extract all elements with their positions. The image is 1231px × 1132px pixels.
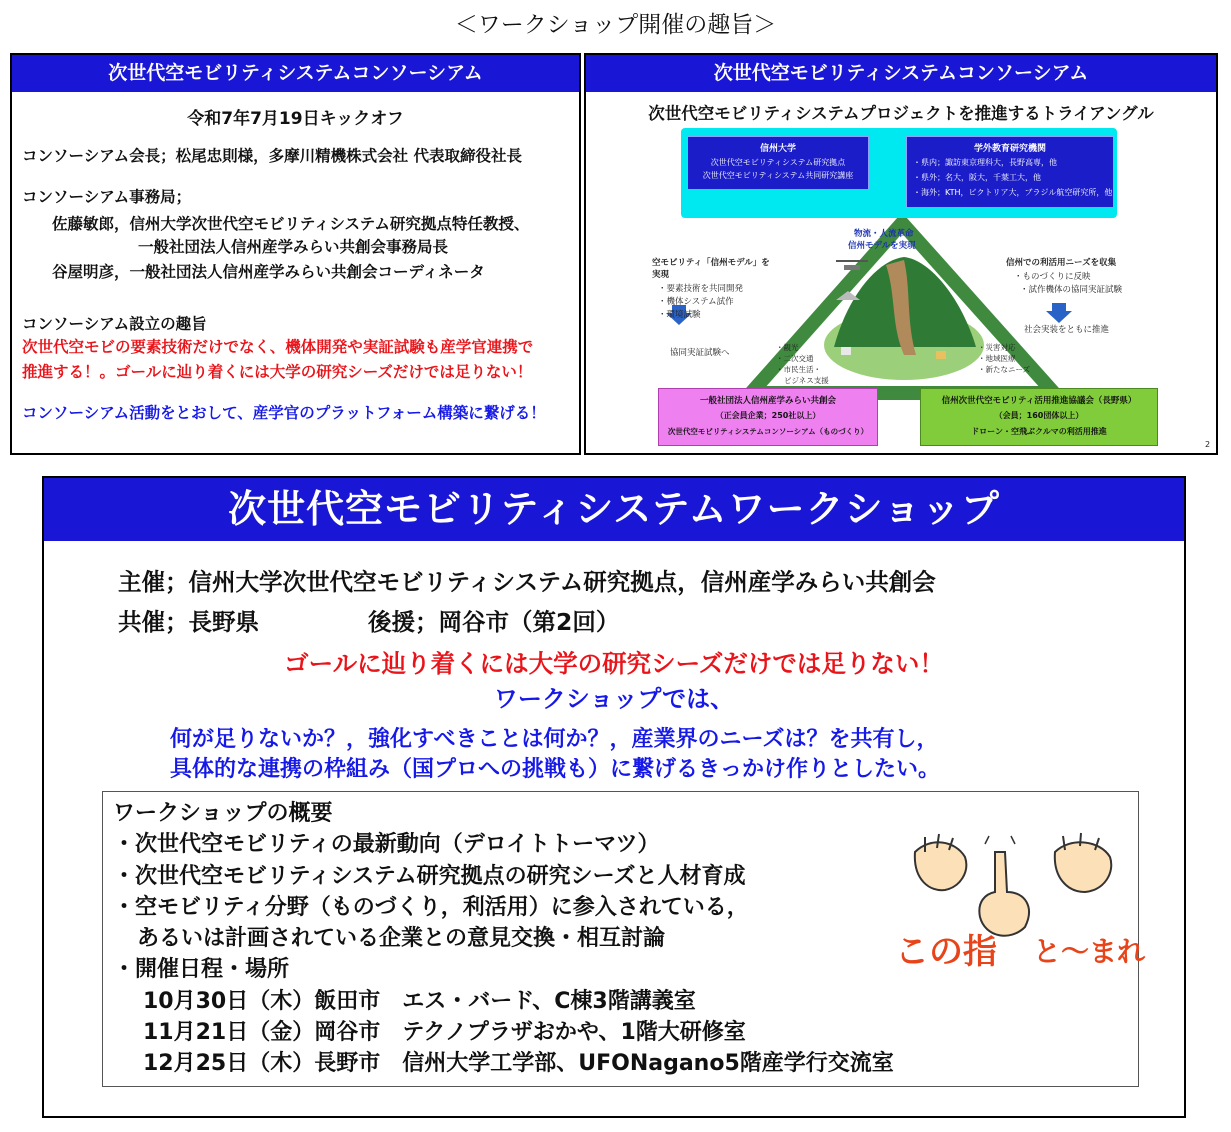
association-consortium: 次世代空モビリティシステムコンソーシアム（ものづくり）	[667, 427, 869, 436]
kickoff-date: 令和7年7月19日キックオフ	[187, 109, 404, 129]
center-label-1: 物流・人流革命	[854, 229, 914, 239]
secretariat-label: コンソーシアム事務局；	[22, 188, 192, 206]
association-members: （正会員企業；250社以上）	[715, 411, 821, 420]
association-title: 一般社団法人信州産学みらい共創会	[699, 396, 836, 406]
use-case-civic: ・市民生活・	[776, 365, 821, 374]
use-case-new-needs: ・新たなニーズ	[978, 365, 1031, 374]
consortium-info-header: 次世代空モビリティシステムコンソーシアム	[12, 55, 579, 92]
purpose-statement-1: 次世代空モビの要素技術だけでなく、機体開発や実証試験も産学官連携で	[22, 338, 534, 356]
left-note-1: 空モビリティ「信州モデル」を	[652, 258, 770, 268]
hand-icon	[915, 834, 966, 890]
support-line: 後援；岡谷市（第2回）	[368, 608, 620, 636]
shinshu-university-box	[687, 136, 869, 190]
secretariat-member-2: 谷屋明彦，一般社団法人信州産学みらい共創会コーディネータ	[52, 263, 485, 281]
chairman-line: コンソーシアム会長；松尾忠則様，多摩川精機株式会社 代表取締役社長	[22, 147, 523, 165]
workshop-panel	[42, 476, 1186, 1118]
cohost-line: 共催；長野県	[118, 608, 259, 636]
external-line-3: ・海外；KTH，ビクトリア大，ブラジル航空研究所，他	[913, 188, 1113, 197]
down-arrow-icon	[1046, 303, 1072, 323]
consortium-info-panel	[10, 53, 581, 455]
page-title: ＜ワークショップ開催の趣旨＞	[454, 12, 777, 38]
schedule-date-1: 10月30日（木）飯田市 エス・バード、C棟3階講義室	[143, 989, 696, 1014]
overview-item-3-cont: あるいは計画されている企業との意見交換・相互討論	[137, 926, 666, 951]
right-note-3: ・試作機体の協同実証試験	[1020, 285, 1123, 295]
university-line-1: 次世代空モビリティシステム研究拠点	[710, 158, 846, 167]
overview-item-2: ・次世代空モビリティシステム研究拠点の研究シーズと人材育成	[113, 864, 746, 889]
university-title: 信州大学	[759, 144, 796, 154]
purpose-goal: コンソーシアム活動をとおして、産学官のプラットフォーム構築に繋げる！	[22, 404, 546, 422]
external-title: 学外教育研究機関	[973, 144, 1046, 154]
secretariat-member-1-role: 一般社団法人信州産学みらい共創会事務局長	[138, 238, 449, 256]
purpose-statement-2: 推進する！。ゴールに辿り着くには大学の研究シーズだけでは足りない！	[22, 363, 533, 381]
overview-title: ワークショップの概要	[113, 801, 333, 826]
university-line-2: 次世代空モビリティシステム共同研究講座	[702, 171, 854, 180]
organizer-line: 主催；信州大学次世代空モビリティシステム研究拠点，信州産学みらい共創会	[118, 568, 936, 596]
purpose-label: コンソーシアム設立の趣旨	[22, 315, 207, 333]
house-icon	[936, 351, 946, 359]
left-note-4: ・機体システム試作	[658, 297, 734, 307]
overview-item-3: ・空モビリティ分野（ものづくり，利活用）に参入されている，	[113, 895, 749, 920]
center-label-2: 信州モデルを実現	[848, 241, 916, 251]
schedule-date-2: 11月21日（金）岡谷市 テクノプラザおかや、1階大研修室	[143, 1020, 746, 1045]
use-case-transport: ・二次交通	[776, 354, 814, 363]
triangle-subtitle: 次世代空モビリティシステムプロジェクトを推進するトライアングル	[648, 104, 1154, 123]
industry-association-box	[658, 388, 878, 446]
illustration-caption-right: と～まれ	[1033, 935, 1146, 968]
left-note-5: ・環境試験	[658, 310, 701, 320]
right-note-2: ・ものづくりに反映	[1014, 272, 1091, 282]
workshop-aim-1: 何が足りないか？，強化すべきことは何か？，産業界のニーズは？を共有し，	[170, 727, 939, 752]
pointing-finger-icon	[979, 836, 1029, 936]
external-line-1: ・県内；諏訪東京理科大，長野高専，他	[913, 158, 1057, 167]
left-note-2: 実現	[652, 270, 670, 280]
goal-statement: ゴールに辿り着くには大学の研究シーズだけでは足りない！	[284, 649, 944, 678]
overview-item-4: ・開催日程・場所	[113, 957, 290, 982]
external-institutions-box	[906, 136, 1114, 208]
secretariat-member-1: 佐藤敏郎，信州大学次世代空モビリティシステム研究拠点特任教授、	[52, 215, 530, 233]
overview-item-1: ・次世代空モビリティの最新動向（デロイトトーマツ）	[113, 832, 660, 857]
right-note-1: 信州での利活用ニーズを収集	[1006, 258, 1117, 268]
hand-icon	[1055, 833, 1111, 892]
gathering-hands-illustration	[885, 832, 1146, 972]
prefecture-council-box	[920, 388, 1158, 446]
left-note-3: ・要素技術を共同開発	[658, 284, 744, 294]
workshop-overview-box	[102, 791, 1146, 1087]
use-case-business: ビジネス支援	[784, 376, 829, 385]
workshop-aim-2: 具体的な連携の枠組み（国プロへの挑戦も）に繋げるきっかけ作りとしたい。	[170, 757, 941, 782]
schedule-date-3: 12月25日（木）長野市 信州大学工学部、UFONagano5階産学行交流室	[143, 1051, 894, 1076]
external-line-2: ・県外；名大，阪大，千葉工大，他	[913, 173, 1041, 182]
use-case-tourism: ・観光	[776, 343, 799, 352]
workshop-header: 次世代空モビリティシステムワークショップ	[44, 478, 1184, 541]
left-note-6: 協同実証試験へ	[670, 348, 730, 358]
slide-page-number: 2	[1205, 440, 1211, 449]
triangle-diagram-panel	[584, 53, 1218, 455]
use-case-medical: ・地域医療	[978, 354, 1016, 363]
workshop-intro: ワークショップでは、	[493, 685, 735, 713]
triangle-diagram-header: 次世代空モビリティシステムコンソーシアム	[586, 55, 1216, 92]
council-title: 信州次世代空モビリティ活用推進協議会（長野県）	[941, 396, 1137, 406]
council-purpose: ドローン・空飛ぶクルマの利活用推進	[971, 427, 1107, 436]
illustration-caption-left: この指	[895, 932, 997, 972]
council-members: （会員；160団体以上）	[994, 411, 1084, 420]
right-note-4: 社会実装をともに推進	[1024, 325, 1110, 335]
use-case-disaster: ・災害対応	[978, 343, 1016, 352]
house-icon	[841, 347, 851, 355]
